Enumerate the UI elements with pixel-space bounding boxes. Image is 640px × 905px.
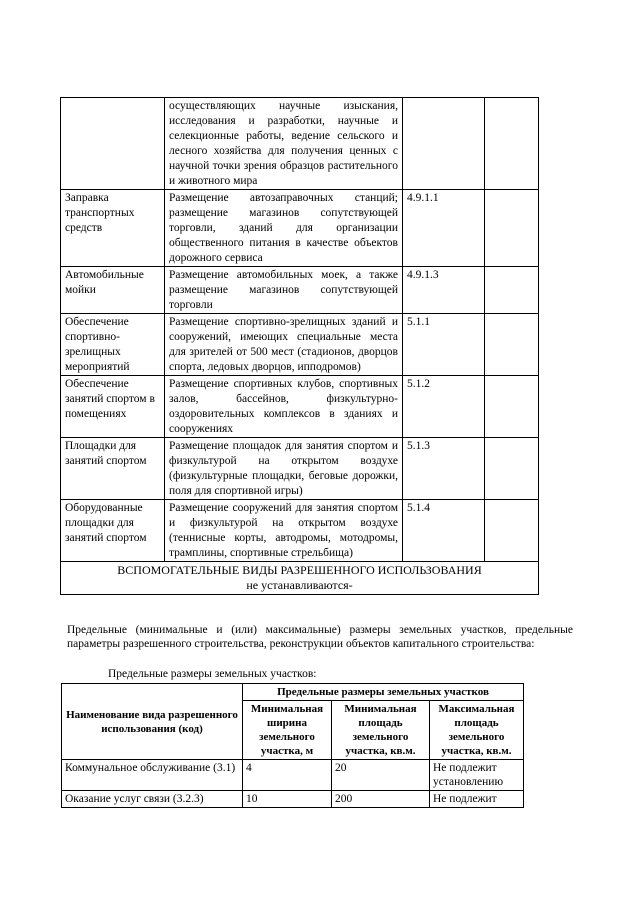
limit-row <box>62 791 524 808</box>
land-plot-limits-table <box>61 683 524 808</box>
auxiliary-uses-title: ВСПОМОГАТЕЛЬНЫЕ ВИДЫ РАЗРЕШЕННОГО ИСПОЛЬЗОВАНИЯ <box>117 563 482 577</box>
limit-name-cell: Оказание услуг связи (3.2.3) <box>62 791 243 808</box>
limit-min-width-cell: 4 <box>243 760 332 791</box>
use-code-cell: 5.1.1 <box>403 314 485 376</box>
use-row <box>61 314 539 376</box>
use-code-cell: 4.9.1.3 <box>403 267 485 314</box>
use-name-cell <box>61 98 165 190</box>
use-description-cell: осуществляющих научные изыскания, исследования и разработки, научные и селекционные работы, ведение сельского и лесного хозяйства для получения ценных с научной точки зрения образцов растительного и животного мира <box>165 98 403 190</box>
use-row <box>61 190 539 267</box>
limit-min-area-cell: 200 <box>332 791 430 808</box>
use-row <box>61 267 539 314</box>
use-name-cell: Автомобильные мойки <box>61 267 165 314</box>
col-header-name: Наименование вида разрешенного использования (код) <box>62 684 243 760</box>
limit-min-width-cell: 10 <box>243 791 332 808</box>
col-header-min-width: Минимальная ширина земельного участка, м <box>243 701 332 760</box>
use-description-cell: Размещение спортивных клубов, спортивных залов, бассейнов, физкультурно-оздоровительных комплексов в зданиях и сооружениях <box>165 376 403 438</box>
use-empty-cell <box>485 438 539 500</box>
col-header-min-area: Минимальная площадь земельного участка, кв.м. <box>332 701 430 760</box>
use-row <box>61 98 539 190</box>
use-empty-cell <box>485 267 539 314</box>
use-name-cell: Площадки для занятий спортом <box>61 438 165 500</box>
limit-row <box>62 760 524 791</box>
use-name-cell: Обеспечение спортивно-зрелищных мероприятий <box>61 314 165 376</box>
use-name-cell: Обеспечение занятий спортом в помещениях <box>61 376 165 438</box>
auxiliary-uses-row <box>61 562 539 595</box>
use-empty-cell <box>485 500 539 562</box>
limits-subheading: Предельные размеры земельных участков: <box>108 668 317 680</box>
use-name-cell: Заправка транспортных средств <box>61 190 165 267</box>
use-empty-cell <box>485 190 539 267</box>
limit-max-area-cell: Не подлежит установлению <box>430 760 524 791</box>
use-code-cell: 5.1.3 <box>403 438 485 500</box>
use-code-cell: 4.9.1.1 <box>403 190 485 267</box>
use-empty-cell <box>485 98 539 190</box>
use-description-cell: Размещение автозаправочных станций; размещение магазинов сопутствующей торговли, зданий для организации общественного питания в качестве объектов дорожного сервиса <box>165 190 403 267</box>
limit-max-area-cell: Не подлежит <box>430 791 524 808</box>
auxiliary-uses-note: не устанавливаются- <box>246 578 353 592</box>
use-description-cell: Размещение автомобильных моек, а также размещение магазинов сопутствующей торговли <box>165 267 403 314</box>
use-empty-cell <box>485 314 539 376</box>
col-header-max-area: Максимальная площадь земельного участка, кв.м. <box>430 701 524 760</box>
limit-min-area-cell: 20 <box>332 760 430 791</box>
use-name-cell: Оборудованные площадки для занятий спортом <box>61 500 165 562</box>
use-code-cell: 5.1.2 <box>403 376 485 438</box>
limits-paragraph: Предельные (минимальные и (или) максимальные) размеры земельных участков, предельные параметры разрешенного строительства, реконструкции объектов капитального строительства: <box>67 624 573 650</box>
use-row <box>61 376 539 438</box>
use-code-cell <box>403 98 485 190</box>
permitted-use-table <box>60 97 539 595</box>
use-description-cell: Размещение площадок для занятия спортом и физкультурой на открытом воздухе (физкультурные площадки, беговые дорожки, поля для спортивной игры) <box>165 438 403 500</box>
use-row <box>61 500 539 562</box>
col-header-group: Предельные размеры земельных участков <box>243 684 524 701</box>
use-description-cell: Размещение сооружений для занятия спортом и физкультурой на открытом воздухе (теннисные корты, автодромы, мотодромы, трамплины, спортивные стрельбища) <box>165 500 403 562</box>
use-description-cell: Размещение спортивно-зрелищных зданий и сооружений, имеющих специальные места для зрителей от 500 мест (стадионов, дворцов спорта, ледовых дворцов, ипподромов) <box>165 314 403 376</box>
limit-name-cell: Коммунальное обслуживание (3.1) <box>62 760 243 791</box>
use-code-cell: 5.1.4 <box>403 500 485 562</box>
use-row <box>61 438 539 500</box>
use-empty-cell <box>485 376 539 438</box>
